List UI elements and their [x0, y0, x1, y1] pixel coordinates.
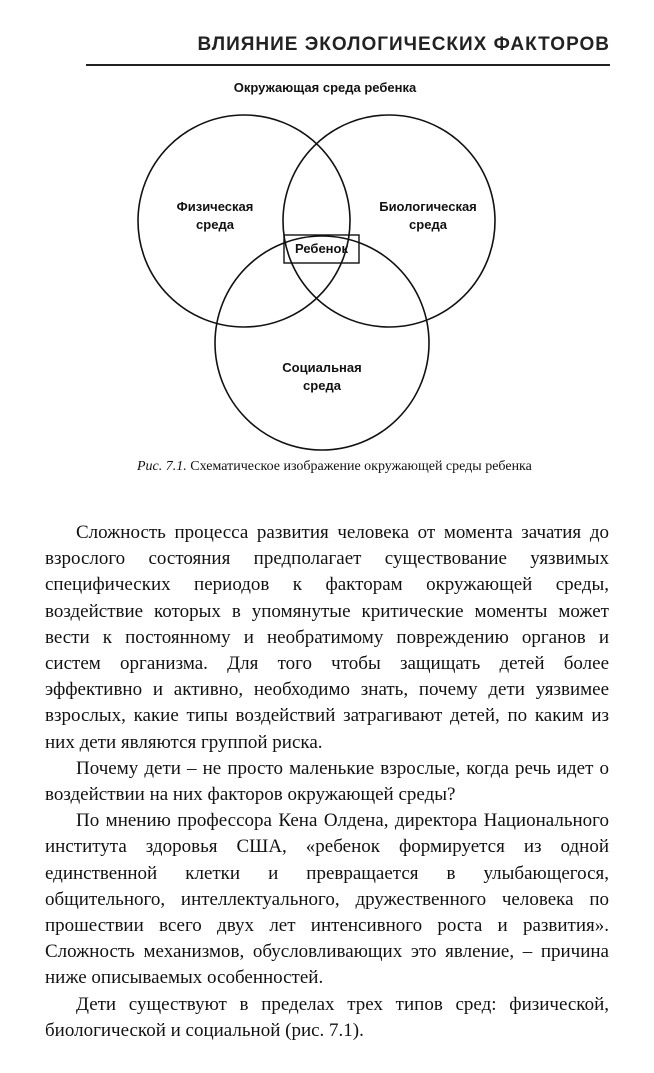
biological-label: Биологическая среда: [379, 199, 477, 232]
social-circle: [215, 236, 429, 450]
figure-caption: [137, 456, 547, 477]
social-label: Социальная среда: [282, 360, 362, 393]
paragraph: Почему дети – не просто маленькие взрослые, когда речь идет о воздействии на них факторов окружающей среды?: [45, 757, 609, 806]
venn-figure: [0, 0, 654, 470]
paragraph: Сложность процесса развития человека от момента зачатия до взрослого состояния предполагает существование уязвимых специфических периодов к факторам окружающей среды, воздействие которых в упомянутые критические моменты может вести к постоянному и необратимому повреждению органов и систем организма. Для того чтобы защищать детей более эффективно и активно, необходимо знать, почему дети уязвимее взрослых, какие типы воздействий затрагивают детей, по каким из них дети являются группой риска.: [45, 522, 609, 753]
caption-label: Рис. 7.1.: [137, 459, 187, 474]
center-label: Ребенок: [295, 241, 348, 256]
figure-title: Окружающая среда ребенка: [233, 80, 417, 95]
running-head-text: ВЛИЯНИЕ ЭКОЛОГИЧЕСКИХ ФАКТОРОВ: [197, 34, 610, 55]
caption-text: Схематическое изображение окружающей среды ребенка: [190, 459, 532, 474]
venn-diagram: [0, 0, 654, 470]
paragraph: По мнению профессора Кена Олдена, директора Национального института здоровья США, «ребенок формируется из одной единственной клетки и превращается в улыбающегося, общительного, интеллектуального, дружественного человека по прошествии всего двух лет интенсивного роста и развития». Сложность механизмов, обусловливающих это явление, – причина ниже описываемых особенностей.: [45, 810, 609, 989]
body-text: [45, 520, 609, 1044]
paragraph: Дети существуют в пределах трех типов сред: физической, биологической и социальной (рис. 7.1).: [45, 993, 609, 1041]
physical-label: Физическая среда: [176, 199, 254, 232]
